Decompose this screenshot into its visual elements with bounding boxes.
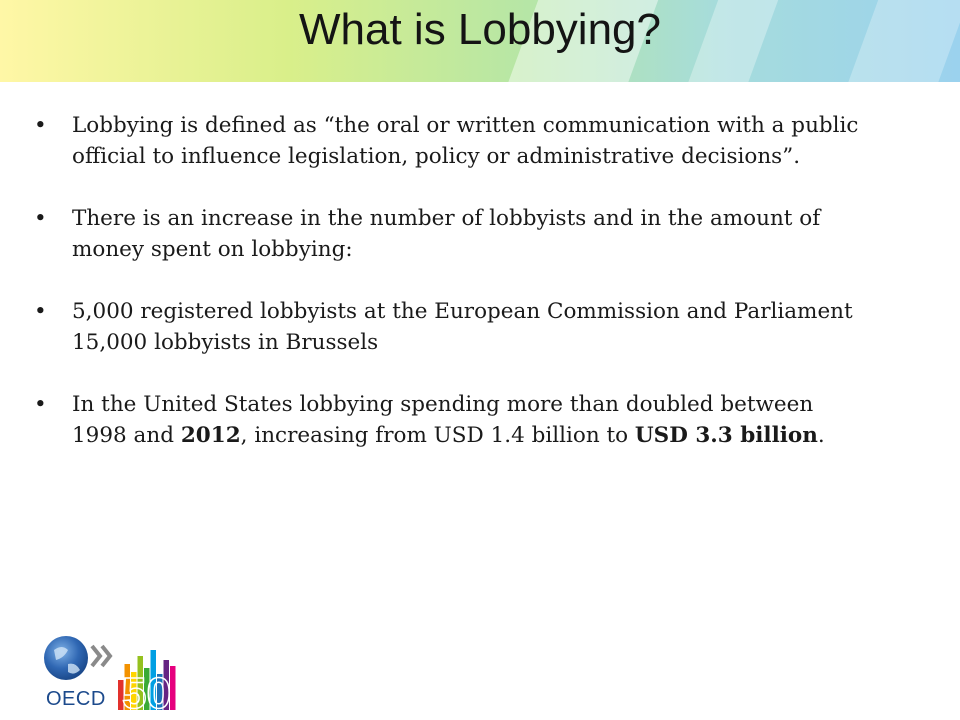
- bullet-text-line: Lobbying is defined as “the oral or written communication with a public: [72, 113, 859, 138]
- logo-text: OECD: [46, 688, 106, 710]
- bullet-item: [34, 110, 924, 172]
- chevron-icon: [102, 646, 110, 666]
- bullet-text-fragment: , increasing from USD 1.4 billion to: [240, 423, 635, 448]
- logo-number: 50: [122, 669, 171, 712]
- bullet-text-fragment: 1998 and: [72, 423, 181, 448]
- bullet-text-emphasis: USD 3.3 billion: [634, 423, 818, 448]
- bullet-text-fragment: .: [817, 423, 825, 448]
- bullet-text-line: [72, 420, 924, 451]
- bullet-text-line: In the United States lobbying spending more than doubled between: [72, 392, 814, 417]
- bullet-text-line: There is an increase in the number of lobbyists and in the amount of: [72, 206, 821, 231]
- bullet-item: [34, 296, 924, 358]
- bullet-marker: •: [34, 206, 47, 231]
- bullet-marker: •: [34, 392, 47, 417]
- globe-icon: [44, 636, 88, 680]
- title-band: [0, 0, 960, 82]
- bullet-text-line: money spent on lobbying:: [72, 237, 353, 262]
- bullet-text-line: 5,000 registered lobbyists at the European Commission and Parliament: [72, 299, 853, 324]
- bullet-item: [34, 389, 924, 451]
- bullet-item: [34, 203, 924, 265]
- chevron-icon: [92, 646, 100, 666]
- bullet-text-emphasis: 2012: [180, 423, 241, 448]
- bullet-marker: •: [34, 113, 47, 138]
- bullet-list: [34, 110, 924, 482]
- bullet-text-line: 15,000 lobbyists in Brussels: [72, 330, 379, 355]
- bullet-marker: •: [34, 299, 47, 324]
- slide-title: What is Lobbying?: [299, 5, 661, 54]
- bullet-text-line: official to influence legislation, policy or administrative decisions”.: [72, 144, 801, 169]
